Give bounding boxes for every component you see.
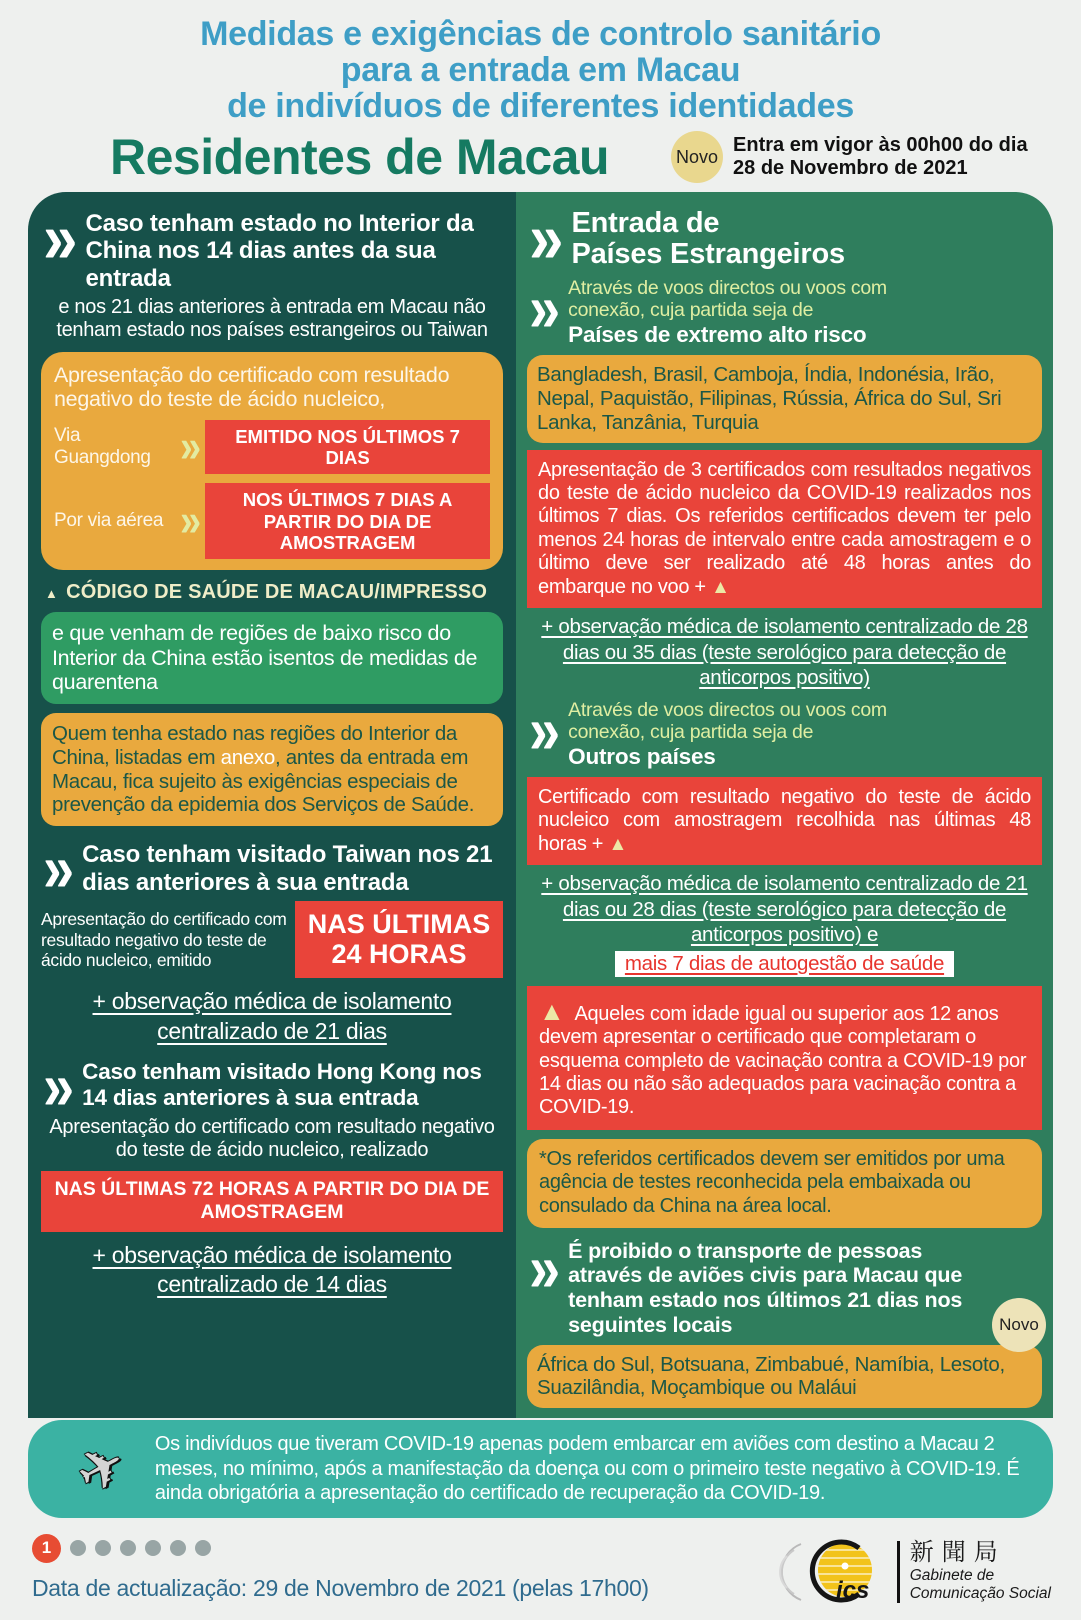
time-requirement-badge: NAS ÚLTIMAS 24 HORAS (295, 901, 503, 978)
risk-category-label: Países de extremo alto risco (568, 321, 867, 347)
page-dot[interactable] (170, 1540, 186, 1556)
novo-badge: Novo (671, 131, 723, 183)
section-heading-text: Caso tenham visitado Taiwan nos 21 dias anteriores à sua entrada (82, 841, 493, 896)
chevron-icon: » (180, 421, 202, 473)
logo-org-line-2: Comunicação Social (909, 1584, 1051, 1602)
quarantine-exemption-box: e que venham de regiões de baixo risco do Interior da China estão isentos de medidas de quarentena (41, 612, 503, 704)
logo-divider (897, 1541, 900, 1603)
testing-agency-note-box: *Os referidos certificados devem ser emitidos por uma agência de testes reconhecida pela embaixada ou consulado da China na área local. (527, 1139, 1042, 1228)
main-content (28, 192, 1053, 1418)
annex-note-post: , antes da entrada em Macau, fica sujeito às exigências especiais de prevenção da epidemia dos Serviços de Saúde. (52, 745, 475, 817)
taiwan-certificate-row (41, 901, 503, 978)
chevron-icon: » (529, 1229, 561, 1306)
chevron-icon: » (529, 199, 564, 279)
certificate-intro: Apresentação do certificado com resultado negativo do teste de ácido nucleico, (54, 362, 450, 411)
logo-text (910, 1540, 1051, 1603)
section-heading-text: Caso tenham visitado Hong Kong nos 14 dias anteriores à sua entrada (82, 1059, 482, 1110)
extreme-risk-requirement-box (527, 450, 1042, 608)
health-code-note (45, 581, 503, 604)
chevron-icon: » (529, 691, 561, 768)
time-requirement-badge: NOS ÚLTIMOS 7 DIAS A PARTIR DO DIA DE AMOSTRAGEM (205, 483, 490, 559)
page-title (0, 16, 1081, 124)
time-requirement-badge: EMITIDO NOS ÚLTIMOS 7 DIAS (205, 420, 490, 475)
section-hongkong-heading (41, 1048, 503, 1124)
page-dot[interactable] (95, 1540, 111, 1556)
page-dot[interactable] (120, 1540, 136, 1556)
requirement-text: Certificado com resultado negativo do teste de ácido nucleico com amostragem recolhida nas últimas 48 horas + (538, 785, 1031, 855)
effective-date-text (733, 134, 1028, 181)
annex-note-box (41, 713, 503, 826)
intro-line-1: Através de voos directos ou voos com (568, 276, 887, 299)
route-label: Por via aérea (54, 510, 164, 532)
gcs-logo (779, 1536, 1051, 1608)
route-air-row (54, 483, 490, 559)
chevron-icon: » (529, 269, 561, 346)
annex-link[interactable]: anexo (220, 745, 275, 769)
effective-line-1: Entra em vigor às 00h00 do dia (733, 133, 1028, 156)
intro-line-2: conexão, cuja partida seja de (568, 299, 814, 322)
chevron-icon: » (43, 830, 75, 906)
annex-note-pre: Quem tenha estado nas regiões do Interior da China, listadas em (52, 722, 458, 769)
airplane-icon: ✈ (65, 1429, 137, 1508)
footer-left (32, 1534, 649, 1602)
vaccination-requirement-box (527, 986, 1042, 1130)
chevron-icon: » (43, 1048, 75, 1124)
route-guangdong-row (54, 420, 490, 475)
triangle-marker-icon: ▲ (711, 576, 730, 598)
foreign-entry-heading (527, 199, 1042, 279)
other-countries-subheading (527, 691, 1042, 770)
certificate-text: Apresentação do certificado com resultado negativo do teste de ácido nucleico, emitido (41, 909, 287, 970)
certificate-text: Apresentação do certificado com resultado negativo do teste de ácido nucleico, realizado (49, 1115, 495, 1161)
chevron-icon: » (180, 495, 202, 547)
effective-line-2: 28 de Novembro de 2021 (733, 157, 968, 180)
vaccination-text: Aqueles com idade igual ou superior aos 12 anos devem apresentar o certificado que completaram o esquema completo de vacinação contra a COVID-19 por 14 dias ou não são adequados para vacinação contra a COVID-19. (539, 1002, 1027, 1119)
extreme-risk-subheading (527, 269, 1042, 348)
observation-note: + observação médica de isolamento centralizado de 28 dias ou 35 dias (teste serológico para detecção de anticorpos positivo) (541, 614, 1028, 690)
footer (32, 1534, 1051, 1620)
other-countries-requirement-box (527, 777, 1042, 865)
update-date: Data de actualização: 29 de Novembro de 2021 (pelas 17h00) (32, 1574, 649, 1601)
section-heading-text: É proibido o transporte de pessoas através de aviões civis para Macau que tenham estado nos últimos 21 dias nos seguintes locais (568, 1238, 963, 1337)
subtitle-row (110, 128, 1053, 186)
observation-note: + observação médica de isolamento centralizado de 14 dias (92, 1241, 452, 1298)
title-line-1: Medidas e exigências de controlo sanitário (200, 15, 881, 53)
intro-line-1: Através de voos directos ou voos com (568, 698, 887, 721)
page-dot[interactable] (70, 1540, 86, 1556)
section-heading-text (571, 206, 844, 271)
section-heading-text: Caso tenham estado no Interior da China nos 14 dias antes da sua entrada (85, 210, 474, 292)
page-dot[interactable] (195, 1540, 211, 1556)
section-china-heading (41, 199, 503, 292)
logo-org-line-1: Gabinete de (909, 1566, 995, 1584)
section-taiwan-heading (41, 830, 503, 906)
observation-note: + observação médica de isolamento centralizado de 21 dias ou 28 dias (teste serológico para detecção de anticorpos positivo) e (541, 872, 1028, 947)
flights-intro (568, 699, 887, 744)
risk-category-label: Outros países (568, 744, 716, 770)
svg-text:ics: ics (835, 1576, 870, 1604)
novo-badge: Novo (992, 1298, 1046, 1352)
observation-note: + observação médica de isolamento centralizado de 21 dias (92, 988, 452, 1044)
header (0, 0, 1081, 186)
triangle-marker-icon: ▲ (45, 586, 59, 602)
title-line-2: para a entrada em Macau (340, 51, 741, 90)
heading-line-1: Entrada de (571, 207, 720, 240)
triangle-marker-icon: ▲ (608, 833, 627, 855)
right-column-foreign-entry (516, 192, 1053, 1418)
current-page-dot[interactable]: 1 (32, 1534, 61, 1563)
recovery-notice-bar (28, 1420, 1053, 1517)
requirement-text: Apresentação de 3 certificados com resultados negativos do teste de ácido nucleico da COVID-19 realizados nos últimos 7 dias. Os referidos certificados devem ter pelo menos 24 horas de intervalo entre cada amostragem e o último deve ser realizado até 48 horas antes do embarque no voo + (538, 458, 1031, 598)
heading-line-2: Países Estrangeiros (571, 238, 845, 271)
section-china-subheading: e nos 21 dias anteriores à entrada em Macau não tenham estado nos países estrangeiros ou Taiwan (56, 296, 488, 342)
left-column-macau-residents (28, 192, 516, 1418)
logo-chinese-name: 新聞局 (909, 1539, 1006, 1567)
recovery-notice-text: Os indivíduos que tiveram COVID-19 apenas podem embarcar em aviões com destino a Macau 2 meses, no mínimo, após a manifestação da doença ou com o primeiro teste negativo à COVID-19. É ainda obrigatória a apresentação do certificado de recuperação da COVID-19. (154, 1433, 1020, 1505)
chevron-icon: » (43, 199, 78, 279)
health-code-text: CÓDIGO DE SAÚDE DE MACAU/IMPRESSO (66, 581, 488, 604)
self-management-note: mais 7 dias de autogestão de saúde (615, 951, 954, 977)
route-label: Via Guangdong (54, 424, 151, 468)
intro-line-2: conexão, cuja partida seja de (568, 721, 814, 744)
gcs-logo-icon (779, 1536, 887, 1608)
triangle-marker-icon: ▲ (539, 995, 565, 1026)
title-line-3: de indivíduos de diferentes identidades (227, 87, 854, 126)
effective-note (671, 131, 1028, 183)
flights-intro (568, 277, 887, 322)
certificate-requirements-box (41, 352, 503, 570)
extreme-risk-countries-box: Bangladesh, Brasil, Camboja, Índia, Indonésia, Irão, Nepal, Paquistão, Filipinas, Rússia, África do Sul, Sri Lanka, Tanzânia, Turquia (527, 355, 1042, 443)
audience-title: Residentes de Macau (110, 129, 610, 186)
page-dot[interactable] (145, 1540, 161, 1556)
time-requirement-badge: NAS ÚLTIMAS 72 HORAS A PARTIR DO DIA DE AMOSTRAGEM (41, 1171, 503, 1232)
transport-prohibition-heading (527, 1229, 1042, 1338)
prohibited-countries-box: África do Sul, Botsuana, Zimbabué, Namíbia, Lesoto, Suazilândia, Moçambique ou Maláui (527, 1345, 1042, 1409)
page-indicator (32, 1534, 649, 1563)
